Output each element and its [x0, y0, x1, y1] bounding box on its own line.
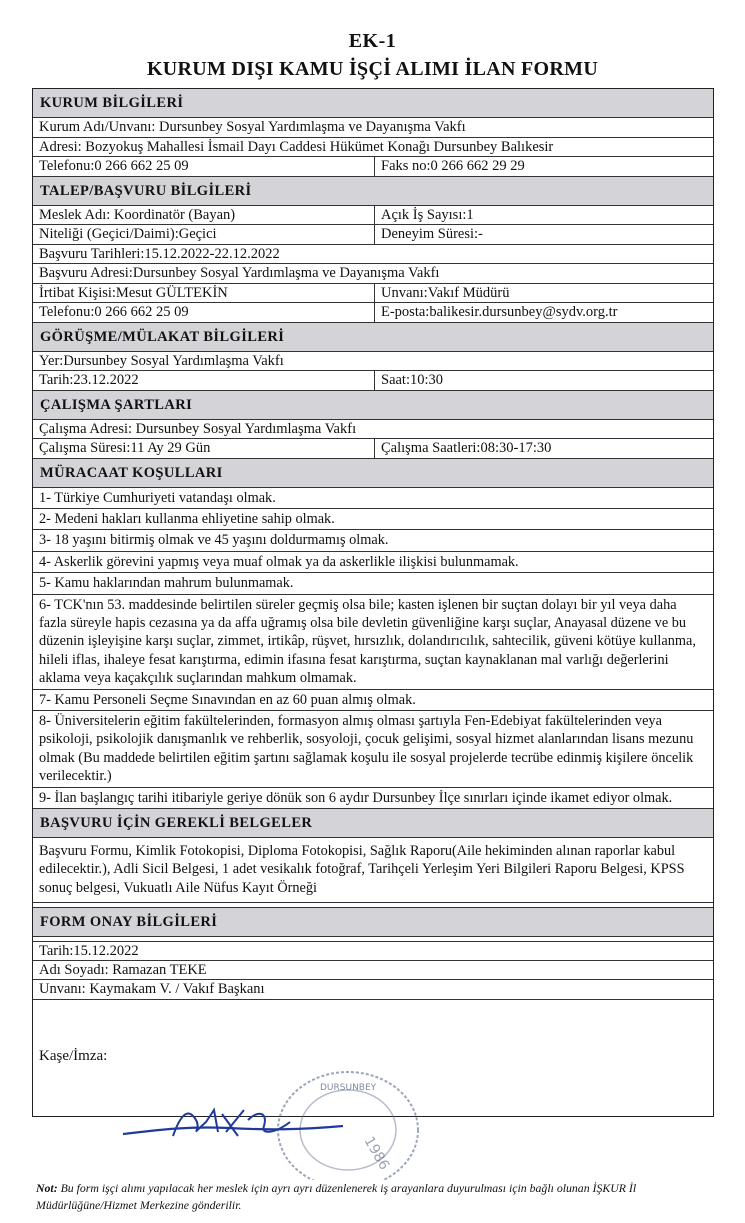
- note-text: Bu form işçi alımı yapılacak her meslek için ayrı ayrı düzenlenerek iş arayanlara duyurulması için bağlı olunan İŞKUR İl Müdürlüğüne/Hizmet Merkezine gönderilir.: [36, 1181, 637, 1212]
- approver-name: Adı Soyadı: Ramazan TEKE: [39, 961, 207, 978]
- condition-row: [33, 690, 713, 711]
- kurum-phone: Telefonu:0 266 662 25 09: [33, 157, 375, 176]
- section-calisma-header: ÇALIŞMA ŞARTLARI: [33, 391, 713, 420]
- talep-dates-row: [33, 245, 713, 265]
- occupation: Meslek Adı: Koordinatör (Bayan): [33, 206, 375, 225]
- calisma-duration-row: [33, 439, 713, 459]
- interview-time: Saat:10:30: [381, 372, 444, 388]
- kurum-name: Kurum Adı/Unvanı: Dursunbey Sosyal Yardımlaşma ve Dayanışma Vakfı: [39, 119, 466, 135]
- approver-title: Unvanı: Kaymakam V. / Vakıf Başkanı: [39, 981, 265, 998]
- condition-row: [33, 552, 713, 573]
- contact-email: E-posta:balikesir.dursunbey@sydv.org.tr: [381, 304, 618, 320]
- talep-meslek-row: [33, 206, 713, 226]
- form-title: KURUM DIŞI KAMU İŞÇİ ALIMI İLAN FORMU: [146, 58, 599, 80]
- section-talep-header: TALEP/BAŞVURU BİLGİLERİ: [33, 177, 713, 206]
- condition-2: 2- Medeni hakları kullanma ehliyetine sahip olmak.: [39, 510, 335, 527]
- experience: Deneyim Süresi:-: [381, 226, 483, 242]
- kurum-address-row: [33, 138, 713, 158]
- condition-6: 6- TCK'nın 53. maddesinde belirtilen süreler geçmiş olsa bile; kasten işlenen bir suçtan dolayı bir yıl veya daha fazla süreyle hapis cezasına ya da affa uğramış olsa bile devletin güvenliğine karşı suçlar, Anayasal düzene ve bu düzenin işleyişine karşı suçlar, zimmet, irtikâp, rüşvet, hırsızlık, dolandırıcılık, sahtecilik, güveni kötüye kullanma, hileli iflas, ihaleye fesat karıştırma, edimin ifasına fesat karıştırma, suçtan kaynaklanan mal varlığı değerlerini aklama veya kaçakçılık suçlarından mahkum olmamak.: [39, 596, 696, 687]
- talep-phone-row: [33, 303, 713, 323]
- section-kurum-header: KURUM BİLGİLERİ: [33, 89, 713, 118]
- application-dates: Başvuru Tarihleri:15.12.2022-22.12.2022: [39, 245, 280, 262]
- condition-9: 9- İlan başlangıç tarihi itibariyle geriye dönük son 6 aydır Dursunbey İlçe sınırları içinde ikamet ediyor olmak.: [39, 789, 673, 806]
- calisma-address-row: [33, 420, 713, 440]
- section-onay-header: FORM ONAY BİLGİLERİ: [33, 907, 713, 937]
- gorusme-date-row: [33, 371, 713, 391]
- condition-5: 5- Kamu haklarından mahrum bulunmamak.: [39, 575, 294, 592]
- condition-1: 1- Türkiye Cumhuriyeti vatandaşı olmak.: [39, 489, 276, 506]
- stamp-signature-label: Kaşe/İmza:: [39, 1047, 108, 1064]
- work-hours: Çalışma Saatleri:08:30-17:30: [381, 440, 552, 456]
- footer-note: [36, 1180, 726, 1214]
- condition-8: 8- Üniversitelerin eğitim fakültelerinden, formasyon almış olması şartıyla Fen-Edebiyat fakültelerinden veya psikoloji, psikolojik danışmanlık ve rehberlik, sosyoloji, çocuk gelişimi, sosyal hizmet alanlarından lisans mezunu olmak (Bu maddede belirtilen eğitim şartını sağlamak koşulu ile sosyal projelerde tecrübe edinmiş kişilere öncelik verilecektir.): [39, 712, 694, 785]
- approval-date-row: [33, 941, 713, 961]
- kurum-contact-row: [33, 157, 713, 177]
- condition-row: [33, 530, 713, 551]
- approval-date: Tarih:15.12.2022: [39, 943, 139, 960]
- svg-text:DURSUNBEY: DURSUNBEY: [320, 1083, 377, 1093]
- work-duration: Çalışma Süresi:11 Ay 29 Gün: [33, 439, 375, 458]
- condition-7: 7- Kamu Personeli Seçme Sınavından en az 60 puan almış olmak.: [39, 691, 416, 708]
- open-positions: Açık İş Sayısı:1: [381, 206, 474, 223]
- contact-title: Unvanı:Vakıf Müdürü: [381, 284, 510, 301]
- annex-label: EK-1: [348, 30, 397, 52]
- application-address: Başvuru Adresi:Dursunbey Sosyal Yardımlaşma ve Dayanışma Vakfı: [39, 265, 440, 281]
- work-address: Çalışma Adresi: Dursunbey Sosyal Yardımlaşma Vakfı: [39, 420, 357, 437]
- condition-row: [33, 573, 713, 594]
- approval-name-row: [33, 961, 713, 981]
- condition-3: 3- 18 yaşını bitirmiş olmak ve 45 yaşını doldurmamış olmak.: [39, 532, 389, 549]
- section-muracaat-header: MÜRACAAT KOŞULLARI: [33, 459, 713, 488]
- condition-row: [33, 488, 713, 509]
- kurum-name-row: [33, 118, 713, 138]
- contact-person: İrtibat Kişisi:Mesut GÜLTEKİN: [33, 284, 375, 303]
- required-documents: Başvuru Formu, Kimlik Fotokopisi, Diploma Fotokopisi, Sağlık Raporu(Aile hekiminden alınan raporlar kabul edilecektir.), Adli Sicil Belgesi, 1 adet vesikalık fotoğraf, Tarihçeli Yerleşim Yeri Bilgileri Raporu Belgesi, KPSS sonuç belgesi, Vukuatlı Aile Nüfus Kayıt Örneği: [39, 843, 685, 896]
- condition-row: [33, 509, 713, 530]
- talep-contact-row: [33, 284, 713, 304]
- signature-scribble: [118, 1096, 348, 1156]
- condition-row: [33, 595, 713, 690]
- documents-row: [33, 838, 713, 903]
- talep-nitelik-row: [33, 225, 713, 245]
- kurum-fax: Faks no:0 266 662 29 29: [381, 158, 525, 174]
- approval-title-row: [33, 980, 713, 1000]
- job-type: Niteliği (Geçici/Daimi):Geçici: [33, 225, 375, 244]
- note-label: Not:: [36, 1181, 58, 1195]
- contact-phone: Telefonu:0 266 662 25 09: [33, 303, 375, 322]
- talep-address-row: [33, 264, 713, 284]
- condition-row: [33, 711, 713, 788]
- svg-text:1986: 1986: [360, 1134, 393, 1173]
- section-belgeler-header: BAŞVURU İÇİN GEREKLİ BELGELER: [33, 809, 713, 838]
- condition-row: [33, 788, 713, 809]
- gorusme-place-row: [33, 352, 713, 372]
- section-gorusme-header: GÖRÜŞME/MÜLAKAT BİLGİLERİ: [33, 323, 713, 352]
- interview-place: Yer:Dursunbey Sosyal Yardımlaşma Vakfı: [39, 352, 284, 369]
- announcement-form: [32, 88, 714, 1117]
- condition-4: 4- Askerlik görevini yapmış veya muaf olmak ya da askerlikle ilişkisi bulunmamak.: [39, 553, 519, 570]
- kurum-address: Adresi: Bozyokuş Mahallesi İsmail Dayı Caddesi Hükümet Konağı Dursunbey Balıkesir: [39, 138, 554, 155]
- interview-date: Tarih:23.12.2022: [33, 371, 375, 390]
